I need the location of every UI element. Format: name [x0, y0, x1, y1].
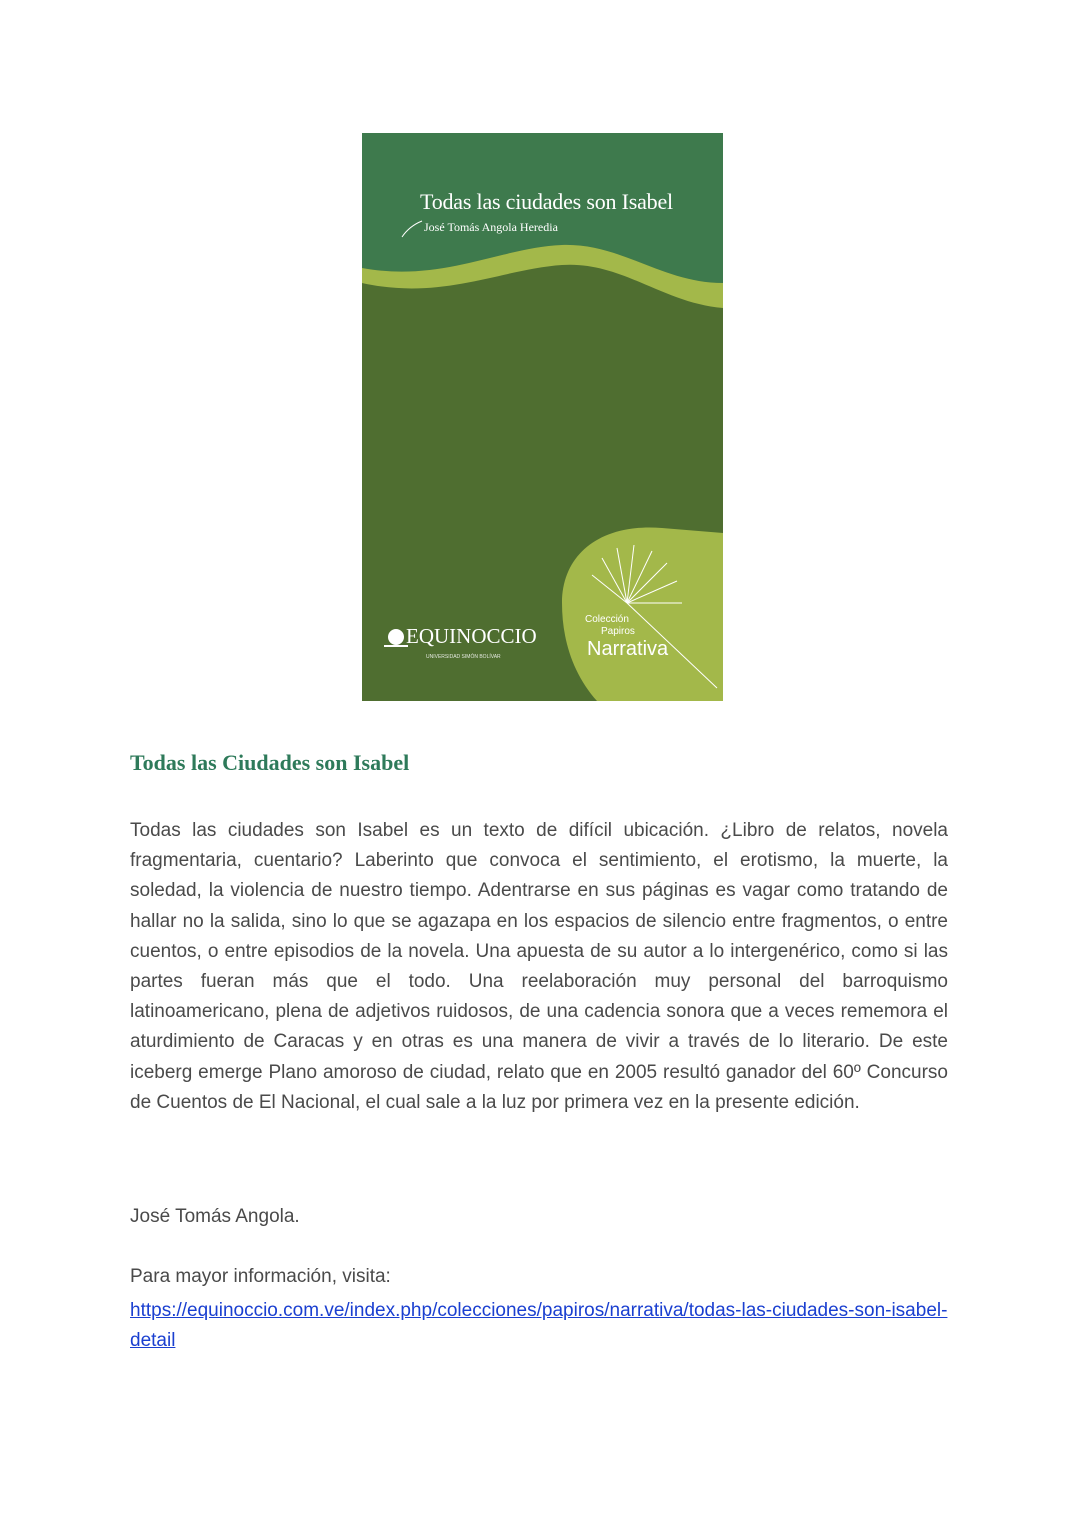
author-signature: José Tomás Angola. — [130, 1206, 300, 1227]
more-info-label: Para mayor información, visita: — [130, 1266, 391, 1287]
collection-series: Narrativa — [587, 638, 669, 660]
collection-name: Papiros — [601, 626, 635, 637]
cover-title: Todas las ciudades son Isabel — [420, 189, 673, 214]
book-heading: Todas las Ciudades son Isabel — [130, 750, 410, 775]
publisher-subtitle: UNIVERSIDAD SIMÓN BOLÍVAR — [426, 654, 501, 660]
book-cover — [362, 133, 723, 701]
detail-link[interactable]: https://equinoccio.com.ve/index.php/colecciones/papiros/narrativa/todas-las-ciudades-son-isabel-detail — [130, 1300, 948, 1351]
cover-artwork — [362, 133, 723, 701]
cover-author: José Tomás Angola Heredia — [424, 220, 558, 234]
publisher-logo: EQUINOCCIO — [406, 624, 537, 648]
book-description: Todas las ciudades son Isabel es un texto de difícil ubicación. ¿Libro de relatos, novela fragmentaria, cuentario? Laberinto que convoca el sentimiento, el erotismo, la muerte, la soledad, la violencia de nuestro tiempo. Adentrarse en sus páginas es vagar como tratando de hallar no la salida, sino lo que se agazapa en los espacios de silencio entre fragmentos, o entre cuentos, o entre episodios de la novela. Una apuesta de su autor a lo intergenérico, como si las partes fueran más que el todo. Una reelaboración muy personal del barroquismo latinoamericano, plena de adjetivos ruidosos, de una cadencia sonora que a veces rememora el aturdimiento de Caracas y en otras es una manera de vivir a través de lo literario. De este iceberg emerge Plano amoroso de ciudad, relato que en 2005 resultó ganador del 60º Concurso de Cuentos de El Nacional, el cual sale a la luz por primera vez en la presente edición. — [130, 820, 948, 1113]
collection-label: Colección — [585, 614, 629, 625]
